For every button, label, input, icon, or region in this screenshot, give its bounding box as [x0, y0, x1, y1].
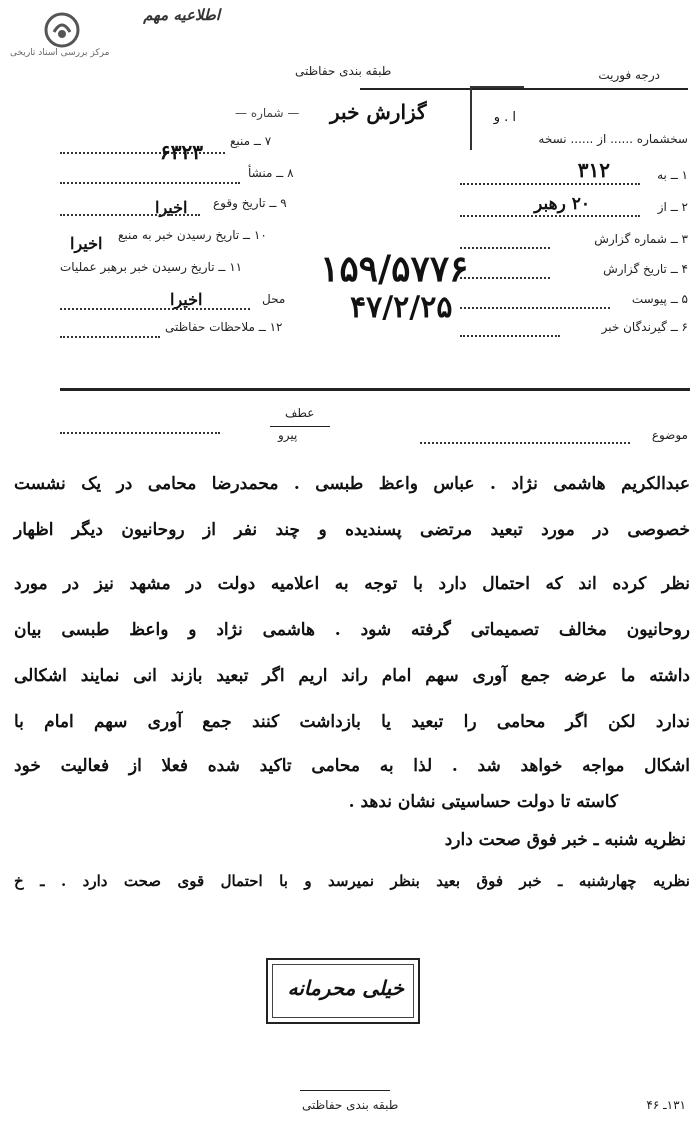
footer-classification: طبقه بندی حفاظتی: [302, 1098, 399, 1112]
classification-top: طبقه بندی حفاظتی: [295, 64, 392, 78]
reference-date: ۴۷/۲/۲۵: [350, 290, 453, 325]
subject-atf-rule: [270, 426, 330, 427]
body-line: نظریه چهارشنبه ـ خبر فوق بعید بنظر نمیرسد و با احتمال قوی صحت دارد . ـ خ: [14, 872, 690, 890]
subject-dots: [420, 442, 630, 444]
subject-dots: [60, 432, 220, 434]
stamp-box: [470, 86, 524, 150]
form-item-received-by-lead: ۱۱ ــ تاریخ رسیدن خبر برهبر عملیات: [60, 260, 243, 274]
watermark-text: مرکز بررسی اسناد تاریخی: [10, 48, 110, 58]
body-line: ندارد لکن اگر محامی را تبعید یا بازداشت کنند جمع آوری سهم امام با: [14, 712, 690, 732]
separator-rule: [60, 388, 690, 391]
form-dots: [460, 335, 560, 337]
form-dots: [60, 182, 240, 184]
form-dots: [60, 336, 160, 338]
stamp-fragment: ا . و: [493, 110, 516, 125]
form-item-location: محل: [262, 292, 286, 306]
top-handwriting: اطلاعیه مهم: [143, 6, 220, 24]
form-item-from: ۲ ــ از: [657, 200, 688, 214]
body-line: خصوصی در مورد تبعید مرتضی پسندیده و چند نفر از روحانیون دیگر اظهار: [14, 520, 690, 540]
form-item-remarks: ۱۲ ــ ملاحظات حفاظتی: [165, 320, 283, 334]
subject-peyro: پیرو: [278, 428, 298, 442]
body-line: نظریه شنبه ـ خبر فوق صحت دارد: [444, 830, 686, 850]
subject-label: موضوع: [651, 428, 688, 442]
form-value-source: ۶۳۲۳: [160, 140, 203, 164]
body-line: اشکال مواجه خواهد شد . لذا به محامی تاکید شده فعلا از فعالیت خود: [14, 756, 690, 776]
form-dots: [460, 183, 640, 185]
title-tail: — شماره —: [235, 106, 300, 120]
body-line: داشته ما عرضه جمع آوری سهم امام راند اریم اگر تبعید بازند انی نمایند اشکالی: [14, 666, 690, 686]
signature-stamp-text: خیلی محرمانه: [287, 976, 404, 1000]
footer-rule: [300, 1090, 390, 1091]
body-line: عبدالکریم هاشمی نژاد . عباس واعظ طبسی . محمدرضا محامی در یک نشست: [14, 474, 690, 494]
form-item-source: ۷ ــ منبع: [230, 134, 272, 148]
form-item-report-number: ۳ ــ شماره گزارش: [594, 232, 688, 246]
form-value-location: اخیرا: [170, 290, 203, 309]
form-value-to: ۳۱۲: [577, 158, 610, 182]
form-dots: [60, 214, 200, 216]
form-value-received-by-source: اخیرا: [70, 234, 103, 253]
form-item-occurrence-date: ۹ ــ تاریخ وقوع: [213, 196, 287, 210]
form-value-from: ۲۰ رهبر: [534, 194, 590, 214]
archive-logo-icon: [42, 10, 82, 50]
doc-number: سخشماره ...... از ...... نسخه: [538, 132, 688, 146]
body-line: روحانیون مخالف تصمیماتی گرفته شود . هاشمی نژاد و واعظ طبسی بیان: [14, 620, 690, 640]
body-line: کاسته تا دولت حساسیتی نشان ندهد .: [348, 792, 618, 812]
watermark: [6, 6, 136, 62]
form-item-origin: ۸ ــ منشأ: [248, 166, 294, 180]
body-line: نظر کرده اند که احتمال دارد با توجه به اعلامیه دولت در مشهد نیز در مورد: [14, 574, 690, 594]
form-item-received-by-source: ۱۰ ــ تاریخ رسیدن خبر به منبع: [118, 228, 267, 242]
subject-atf: عطف: [285, 406, 315, 420]
priority-label: درجه فوریت: [598, 68, 660, 82]
form-item-to: ۱ ــ به: [657, 168, 688, 182]
signature-stamp: [266, 958, 420, 1024]
form-item-attachment: ۵ ــ پیوست: [631, 292, 688, 306]
form-dots: [460, 307, 610, 309]
form-dots: [460, 215, 640, 217]
footer-form-code: ۱۳۱ـ ۴۶: [646, 1098, 686, 1112]
form-item-recipients: ۶ ــ گیرندگان خبر: [601, 320, 688, 334]
form-dots: [60, 308, 250, 310]
form-value-occurrence-date: اخیرا: [155, 198, 188, 217]
form-dots: [460, 277, 550, 279]
page-title: گزارش خبر: [330, 100, 427, 124]
form-item-report-date: ۴ ــ تاریخ گزارش: [603, 262, 688, 276]
reference-number: ۱۵۹/۵۷۷۶: [320, 248, 469, 290]
form-dots: [460, 247, 550, 249]
header-rule: [360, 88, 688, 90]
